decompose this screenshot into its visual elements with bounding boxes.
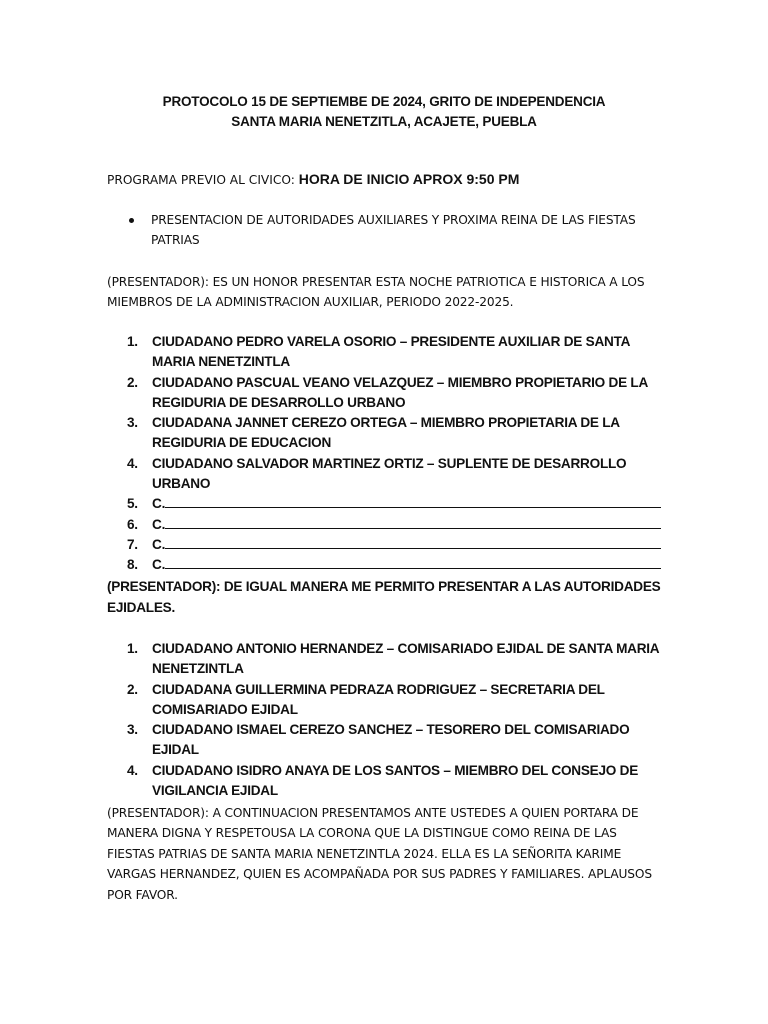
list-item-text: CIUDADANO ISIDRO ANAYA DE LOS SANTOS – MIEMBRO DEL CONSEJO DE VIGILANCIA EJIDAL	[152, 762, 639, 799]
bullet-item-text: PRESENTACION DE AUTORIDADES AUXILIARES Y PROXIMA REINA DE LAS FIESTAS PATRIAS	[151, 213, 636, 248]
list-item-number: 2.	[127, 374, 138, 390]
list-item-text: CIUDADANA GUILLERMINA PEDRAZA RODRIGUEZ – SECRETARIA DEL COMISARIADO EJIDAL	[152, 681, 605, 717]
presentador-paragraph-3: (PRESENTADOR): A CONTINUACION PRESENTAMOS ANTE USTEDES A QUIEN PORTARA DE MANERA DIGNA Y RESPETOUSA LA CORONA QUE LA DISTINGUE COMO REINA DE LAS FIESTAS PATRIAS DE SANTA MARIA NENETZINTLA 2024. ELLA ES LA SEÑORITA KARIME VARGAS HERNANDEZ, QUIEN ES ACOMPAÑADA POR SUS PADRES Y FAMILIARES. APLAUSOS POR FAVOR.	[107, 806, 652, 902]
list-item-number: 3.	[127, 722, 138, 738]
list-item-text: C.	[152, 516, 166, 532]
list-item-text: CIUDADANO PASCUAL VEANO VELAZQUEZ – MIEMBRO PROPIETARIO DE LA REGIDURIA DE DESARROLLO URBANO	[152, 374, 648, 410]
list-item	[107, 413, 667, 454]
bullet-dot-icon	[129, 218, 134, 223]
list-item-text: CIUDADANO SALVADOR MARTINEZ ORTIZ – SUPLENTE DE DESARROLLO URBANO	[152, 455, 627, 492]
blank-line	[165, 555, 661, 569]
list-item-text: CIUDADANA JANNET CEREZO ORTEGA – MIEMBRO PROPIETARIA DE LA REGIDURIA DE EDUCACION	[152, 415, 620, 451]
list-item-number: 6.	[127, 516, 138, 532]
list-item	[107, 332, 667, 373]
list-item-text: C.	[152, 536, 166, 552]
list-item-number: 4.	[127, 455, 138, 471]
list-item	[107, 494, 667, 514]
list-item-number: 1.	[127, 334, 138, 349]
blank-line	[165, 535, 661, 549]
list-item-number: 7.	[127, 536, 138, 552]
list-item-number: 4.	[127, 762, 138, 778]
list-item	[107, 720, 667, 761]
list-item-text: C.	[152, 496, 166, 512]
list-item-number: 2.	[127, 681, 138, 697]
list-item-text: CIUDADANO ISMAEL CEREZO SANCHEZ – TESORERO DEL COMISARIADO EJIDAL	[152, 722, 630, 758]
blank-line	[165, 494, 661, 508]
list-item	[107, 454, 667, 495]
list-item	[107, 535, 667, 555]
programa-line	[107, 169, 667, 190]
presentador-paragraph-2: (PRESENTADOR): DE IGUAL MANERA ME PERMITO PRESENTAR A LAS AUTORIDADES EJIDALES.	[107, 579, 661, 615]
list-item-text: CIUDADANO PEDRO VARELA OSORIO – PRESIDENTE AUXILIAR DE SANTA MARIA NENETZINTLA	[152, 334, 630, 370]
list-item-text: C.	[152, 557, 166, 573]
list-item-number: 3.	[127, 415, 138, 431]
programa-hora: HORA DE INICIO APROX 9:50 PM	[298, 171, 520, 187]
list-item-text: CIUDADANO ANTONIO HERNANDEZ – COMISARIADO EJIDAL DE SANTA MARIA NENETZINTLA	[152, 641, 659, 677]
list-item-number: 8.	[127, 557, 138, 573]
blank-line	[165, 515, 661, 529]
list-item	[107, 555, 667, 575]
list-item	[107, 373, 667, 414]
document-title-line-1: PROTOCOLO 15 DE SEPTIEMBE DE 2024, GRITO DE INDEPENDENCIA	[162, 94, 606, 109]
list-item	[107, 680, 667, 721]
auxiliares-list	[107, 332, 667, 576]
document-title-line-2: SANTA MARIA NENETZITLA, ACAJETE, PUEBLA	[231, 114, 537, 129]
programa-label: PROGRAMA PREVIO AL CIVICO:	[107, 173, 295, 187]
list-item	[107, 515, 667, 535]
list-item	[107, 761, 667, 802]
ejidales-list	[107, 639, 667, 801]
list-item-number: 1.	[127, 641, 138, 656]
list-item	[107, 639, 667, 680]
presentador-paragraph-1: (PRESENTADOR): ES UN HONOR PRESENTAR ESTA NOCHE PATRIOTICA E HISTORICA A LOS MIEMBROS DE LA ADMINISTRACION AUXILIAR, PERIODO 2022-2025.	[107, 275, 645, 310]
list-item-number: 5.	[127, 496, 138, 512]
